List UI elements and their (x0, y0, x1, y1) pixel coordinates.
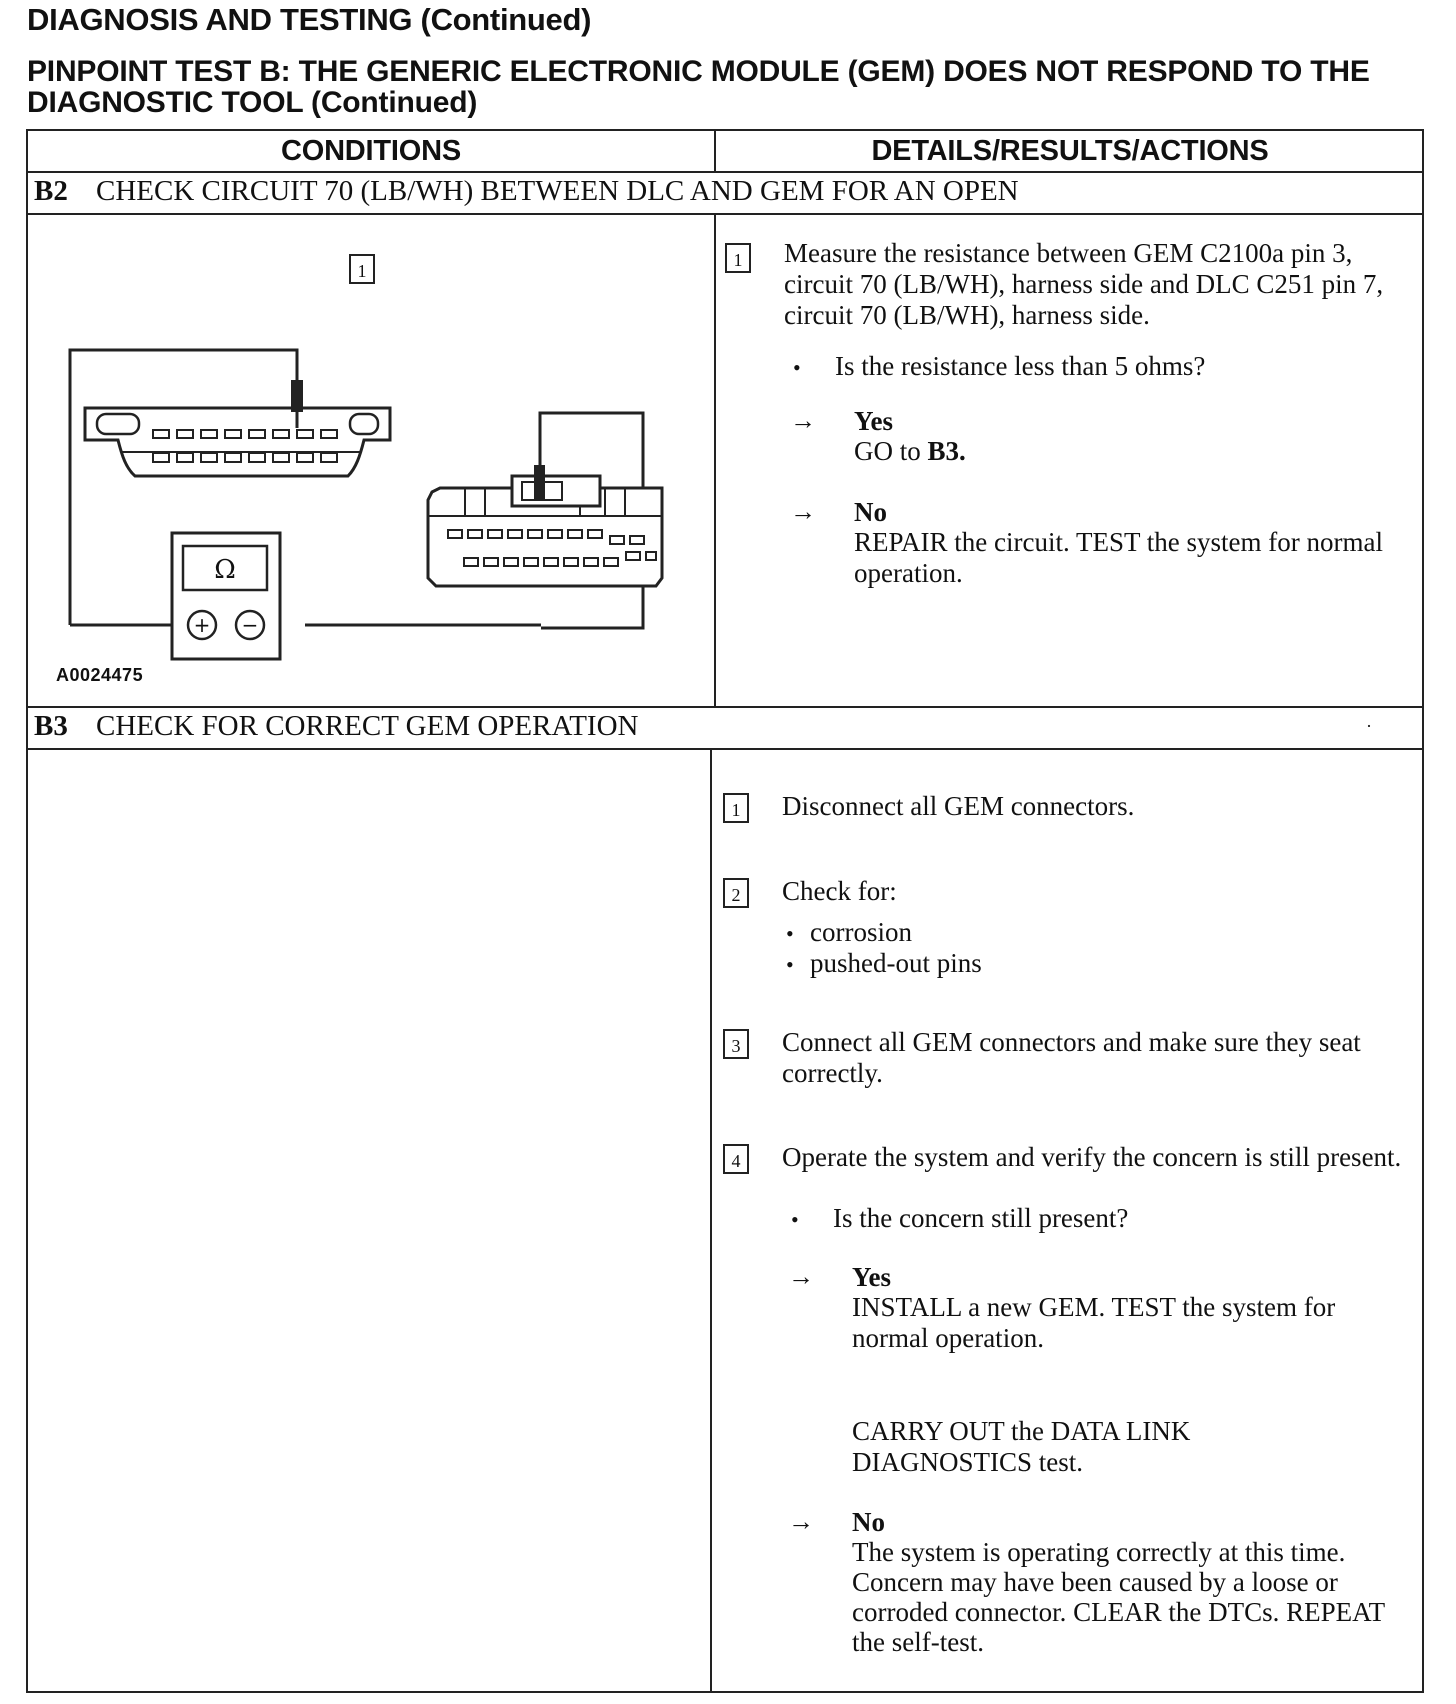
b3-step1-text: Disconnect all GEM connectors. (782, 791, 1135, 821)
b3-column-divider (710, 748, 712, 1691)
b3-stray-mark: · (1366, 716, 1372, 736)
b2-no-text: REPAIR the circuit. TEST the system for normal operation. (854, 527, 1383, 588)
b2-step-id: B2 (34, 175, 68, 207)
b2-question-bullet: • (793, 355, 801, 380)
b3-title-divider (28, 748, 1422, 750)
circuit-test-illustration (60, 340, 670, 690)
b2-yes-go: GO to (854, 436, 921, 466)
b3-yes-text2: CARRY OUT the DATA LINK DIAGNOSTICS test. (852, 1416, 1191, 1477)
figure-label: A0024475 (56, 665, 144, 685)
b2-column-divider (714, 213, 716, 706)
b2-yes-label: Yes (854, 406, 893, 436)
b2-step1-number-box: 1 (725, 243, 751, 273)
header-divider (28, 171, 1422, 173)
b3-step2-item1-bullet: • (786, 921, 794, 946)
b2-bottom-divider (28, 706, 1422, 708)
b3-step4-number-box: 4 (723, 1144, 749, 1174)
b3-step2-number-box: 2 (723, 878, 749, 908)
b3-no-arrow-icon: → (788, 1507, 814, 1536)
b3-step2-item1: corrosion (810, 917, 912, 947)
b3-step2-text: Check for: (782, 876, 897, 906)
b3-question: Is the concern still present? (833, 1203, 1129, 1233)
figure-callout-box: 1 (349, 254, 375, 284)
pinpoint-test-title: PINPOINT TEST B: THE GENERIC ELECTRONIC MODULE (GEM) DOES NOT RESPOND TO THE DIAGNOSTIC TOOL (Continued) (27, 55, 1370, 119)
b2-step1-text: Measure the resistance between GEM C2100a pin 3, circuit 70 (LB/WH), harness side and DLC C251 pin 7, circuit 70 (LB/WH), harness side. (784, 238, 1384, 330)
meter-plus-terminal: + (193, 613, 211, 637)
b2-yes-target: B3. (927, 436, 966, 466)
b2-yes-arrow-icon: → (790, 406, 816, 435)
b3-step4-text: Operate the system and verify the concern is still present. (782, 1142, 1402, 1172)
b3-no-text: The system is operating correctly at this time. Concern may have been caused by a loose or corroded connector. CLEAR the DTCs. REPEAT the self-test. (852, 1537, 1385, 1657)
b3-step-title: CHECK FOR CORRECT GEM OPERATION (96, 710, 639, 742)
dlc-connector-icon (85, 380, 390, 476)
b3-step3-text: Connect all GEM connectors and make sure they seat correctly. (782, 1027, 1361, 1088)
b3-question-bullet: • (791, 1207, 799, 1232)
details-heading: DETAILS/RESULTS/ACTIONS (871, 135, 1269, 167)
page-title: DIAGNOSIS AND TESTING (Continued) (27, 2, 592, 37)
ohmmeter-icon (172, 533, 280, 659)
b3-no-label: No (852, 1507, 885, 1537)
b2-yes-action (854, 436, 1394, 467)
b2-question: Is the resistance less than 5 ohms? (835, 351, 1206, 381)
b3-step3-number-box: 3 (723, 1029, 749, 1059)
b2-no-arrow-icon: → (790, 497, 816, 526)
gem-connector-icon (428, 465, 662, 586)
b3-step1-number-box: 1 (723, 793, 749, 823)
b3-step2-item2: pushed-out pins (810, 948, 982, 978)
b3-yes-arrow-icon: → (788, 1262, 814, 1291)
b2-heading (34, 175, 1019, 208)
conditions-heading: CONDITIONS (280, 135, 462, 167)
meter-ohm-symbol: Ω (214, 555, 236, 585)
meter-minus-terminal: − (241, 613, 259, 637)
b3-heading (34, 710, 638, 743)
b3-step-id: B3 (34, 710, 68, 742)
b2-step-title: CHECK CIRCUIT 70 (LB/WH) BETWEEN DLC AND GEM FOR AN OPEN (96, 175, 1019, 207)
b3-yes-text: INSTALL a new GEM. TEST the system for normal operation. (852, 1292, 1336, 1353)
b3-step2-item2-bullet: • (786, 952, 794, 977)
b2-title-divider (28, 213, 1422, 215)
b3-yes-label: Yes (852, 1262, 891, 1292)
b2-no-label: No (854, 497, 887, 527)
